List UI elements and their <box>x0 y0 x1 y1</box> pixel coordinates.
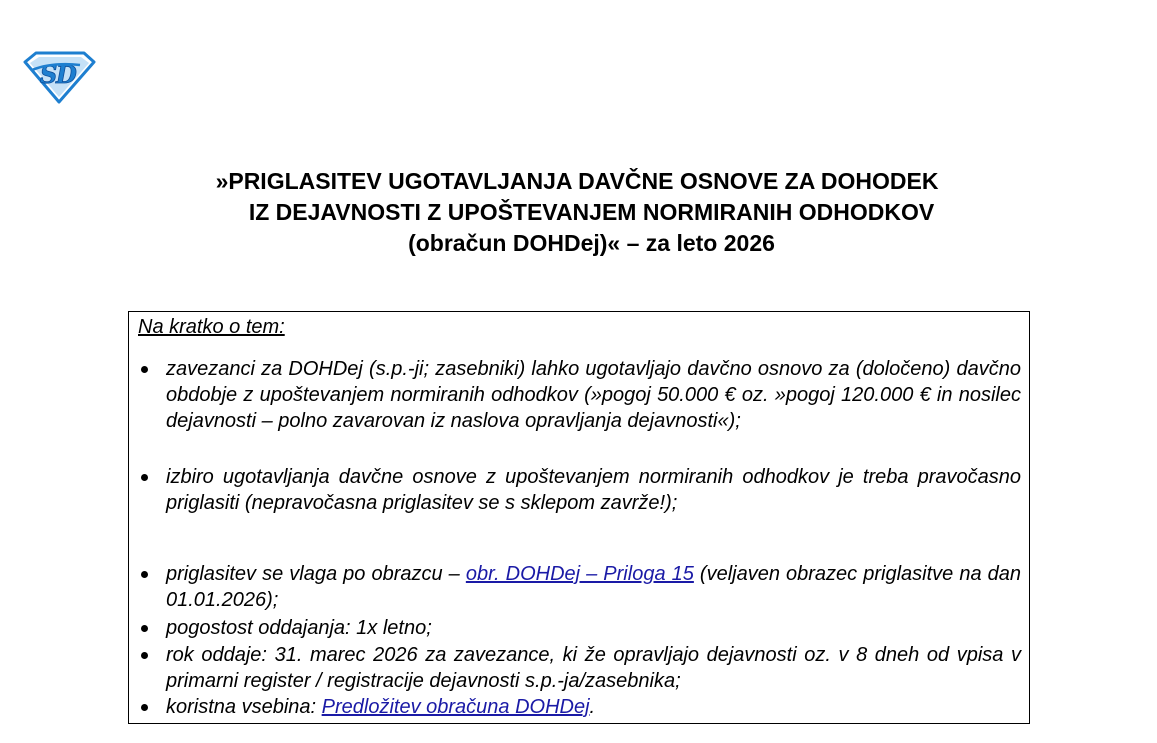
submission-dohdej-link[interactable]: Predložitev obračuna DOHDej <box>321 696 590 718</box>
list-item-text: koristna vsebina: <box>166 696 322 718</box>
list-item-text: izbiro ugotavljanja davčne osnove z upoštevanjem normiranih odhodkov je treba pravočasno priglasiti (nepravočasna priglasitev se s sklepom zavrže!); <box>166 466 1021 514</box>
list-item <box>166 561 1021 613</box>
title-line-1: »PRIGLASITEV UGOTAVLJANJA DAVČNE OSNOVE ZA DOHODEK <box>215 168 939 194</box>
list-item <box>166 615 1021 641</box>
summary-heading: Na kratko o tem: <box>138 316 285 338</box>
shield-logo-icon <box>22 50 96 104</box>
list-item-text: (veljaven obrazec priglasitve na dan 01.01.2026); <box>166 563 1021 611</box>
list-item-text: rok oddaje: 31. marec 2026 za zavezance, ki že opravljajo dejavnosti oz. v 8 dneh od vpisa v primarni register / registracije dejavnosti s.p.-ja/zasebnika; <box>166 644 1021 692</box>
list-item <box>166 356 1021 434</box>
list-item <box>166 464 1021 516</box>
list-item-text: . <box>589 696 596 718</box>
list-item-text: priglasitev se vlaga po obrazcu – <box>166 563 466 585</box>
title-line-3: (obračun DOHDej)« – za leto 2026 <box>408 230 775 256</box>
summary-box <box>128 311 1030 724</box>
list-item-text: pogostost oddajanja: 1x letno; <box>166 617 432 639</box>
document-title <box>0 166 1157 259</box>
list-item <box>166 642 1021 694</box>
list-item-text: zavezanci za DOHDej (s.p.-ji; zasebniki) lahko ugotavljajo davčno osnovo za (določeno) davčno obdobje z upoštevanjem normiranih odhodkov (»pogoj 50.000 € oz. »pogoj 120.000 € in nosilec dejavnosti – polno zavarovan iz naslova opravljanja dejavnosti«); <box>166 358 1021 432</box>
svg-text:D: D <box>56 60 77 89</box>
company-logo <box>22 50 96 104</box>
svg-text:S: S <box>40 60 58 89</box>
title-line-2: IZ DEJAVNOSTI Z UPOŠTEVANJEM NORMIRANIH ODHODKOV <box>248 199 935 225</box>
form-dohdej-link[interactable]: obr. DOHDej – Priloga 15 <box>465 563 694 585</box>
list-item <box>166 694 1021 720</box>
